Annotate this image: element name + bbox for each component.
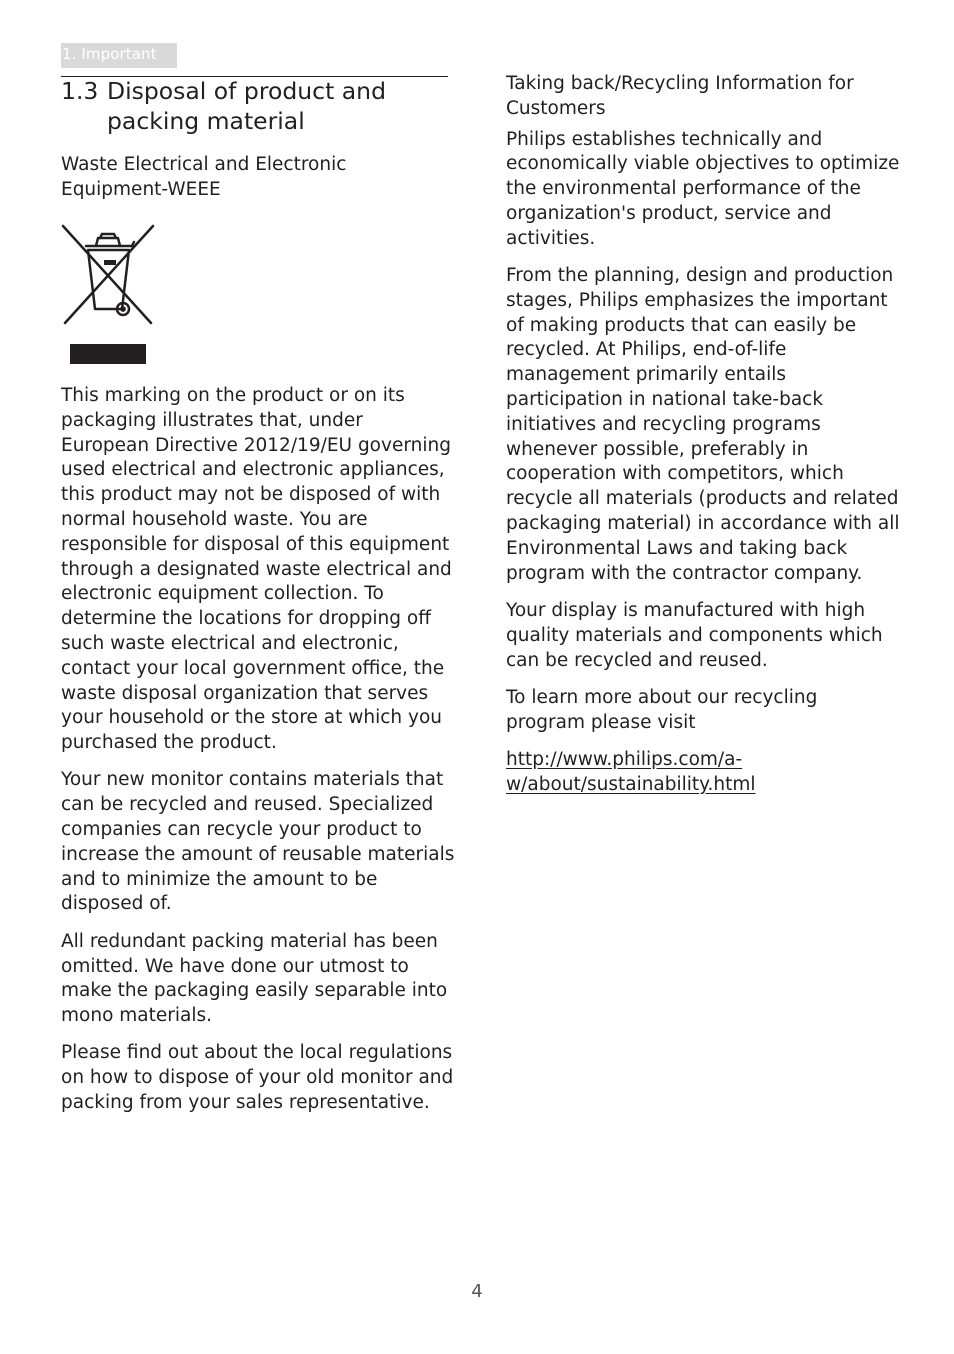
right-paragraph-1: Philips establishes technically and economically viable objectives to optimize the environmental performance of the organization's product, service and activities. (506, 128, 900, 249)
left-paragraph-2: Your new monitor contains materials that can be recycled and reused. Specialized companies can recycle your product to increase the amount of reusable materials and to minimize the amount to be disposed of. (61, 769, 455, 915)
recycling-link[interactable]: http://www.philips.com/a-w/about/sustainability.html (506, 748, 756, 795)
left-column-body (61, 384, 456, 1128)
section-number: 1.3 (61, 77, 99, 105)
left-paragraph-1: This marking on the product or on its packaging illustrates that, under European Directive 2012/19/EU governing used electrical and electronic appliances, this product may not be disposed of with normal household waste. You are responsible for disposal of this equipment through a designated waste electrical and electronic equipment collection. To determine the locations for dropping off such waste electrical and electronic, contact your local government office, the waste disposal organization that serves your household or the store at which you purchased the product. (61, 385, 452, 754)
weee-subtitle: Waste Electrical and Electronic Equipment-WEEE (61, 154, 347, 200)
section-heading (61, 76, 461, 136)
recycling-subtitle: Taking back/Recycling Information for Customers (506, 73, 854, 119)
right-column-body (506, 72, 901, 810)
crossed-out-wheelie-bin-icon (60, 223, 156, 327)
page-number: 4 (471, 1281, 483, 1302)
section-title: Disposal of product and packing material (107, 77, 386, 135)
left-paragraph-4: Please find out about the local regulations on how to dispose of your old monitor and packing from your sales representative. (61, 1042, 454, 1114)
section-tab: 1. Important (61, 43, 177, 68)
left-paragraph-3: All redundant packing material has been omitted. We have done our utmost to make the packaging easily separable into mono materials. (61, 930, 448, 1027)
weee-black-bar (70, 344, 146, 364)
right-paragraph-2: From the planning, design and production stages, Philips emphasizes the important of making products that can easily be recycled. At Philips, end-of-life management primarily entails participation in national take-back initiatives and recycling programs whenever possible, preferably in cooperation with competitors, which recycle all materials (products and related packaging material) in accordance with all Environmental Laws and taking back program with the contractor company. (506, 265, 900, 584)
right-paragraph-4: To learn more about our recycling program please visit (506, 686, 818, 733)
recycling-link-paragraph (506, 748, 901, 798)
right-paragraph-3: Your display is manufactured with high quality materials and components which can be recycled and reused. (506, 599, 883, 671)
